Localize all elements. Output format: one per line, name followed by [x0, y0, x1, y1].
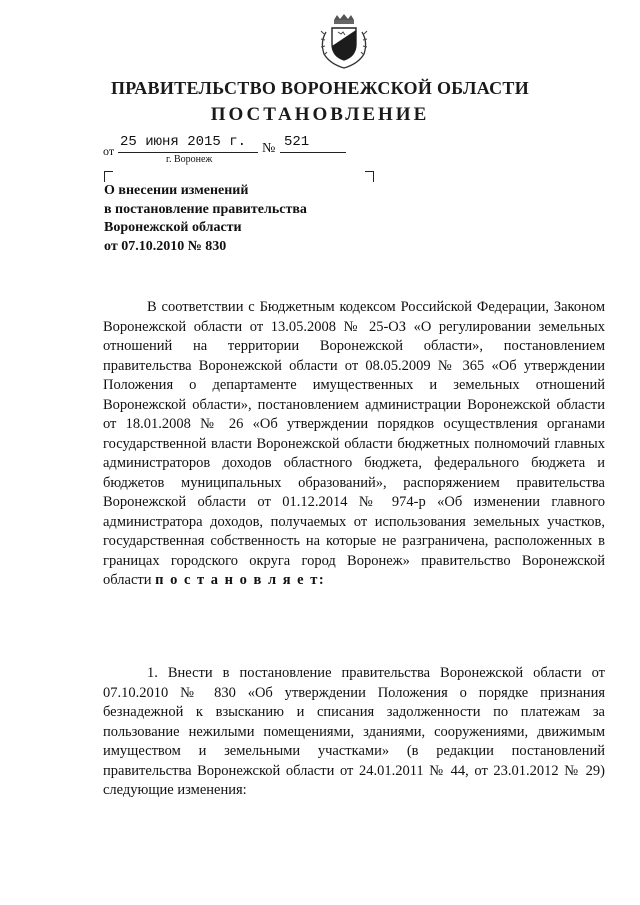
coat-of-arms-emblem — [318, 12, 370, 70]
corner-bracket-right — [365, 171, 374, 182]
document-subject — [104, 182, 404, 256]
document-number: 521 — [284, 134, 310, 150]
resolves-keyword: п о с т а н о в л я е т: — [155, 572, 326, 588]
corner-bracket-left — [104, 171, 113, 182]
subject-line: О внесении изменений — [104, 183, 249, 198]
place-label: г. Воронеж — [166, 154, 213, 165]
item-1-paragraph: 1. Внести в постановление правительства Воронежской области от 07.10.2010 № 830 «Об утверждении Положения о порядке признания безнадежной к взысканию и списания задолженности по платежам за пользование нежилыми помещениями, зданиями, сооружениями, движимым имуществом и земельными участками» (в редакции постановлений правительства Воронежской области от 24.01.2011 № 44, от 23.01.2012 № 29) следующие изменения: — [103, 665, 605, 798]
subject-line: Воронежской области — [104, 220, 242, 235]
date-underline — [118, 136, 258, 153]
preamble-text: В соответствии с Бюджетным кодексом Российской Федерации, Законом Воронежской области от 13.05.2008 № 25-ОЗ «О регулировании земельных отношений на территории Воронежской области», постановлением правительства Воронежской области от 08.05.2009 № 365 «Об утверждении Положения о департаменте имущественных и земельных отношений Воронежской области», постановлением администрации Воронежской области от 18.01.2008 № 26 «Об утверждении порядков осуществления органами государственной власти Воронежской области бюджетных полномочий главных администраторов доходов областного бюджета, федерального бюджета и бюджетов муниципальных образований», распоряжением правительства Воронежской области от 01.12.2014 № 974-р «Об изменении главного администратора доходов, получаемых от использования земельных участков, государственная собственность на которые не разграничена, расположенных в границах городского округа город Воронеж» правительство Воронежской области — [103, 299, 605, 588]
date-value: 25 июня 2015 г. — [120, 134, 247, 150]
document-type-title: ПОСТАНОВЛЕНИЕ — [210, 104, 430, 125]
number-label: № — [262, 141, 276, 156]
authority-title: ПРАВИТЕЛЬСТВО ВОРОНЕЖСКОЙ ОБЛАСТИ — [110, 78, 530, 98]
preamble-paragraph — [103, 298, 605, 591]
date-prefix-label: от — [103, 144, 115, 158]
number-underline — [280, 136, 346, 153]
subject-line: в постановление правительства — [104, 201, 307, 217]
subject-line: от 07.10.2010 № 830 — [104, 238, 227, 254]
